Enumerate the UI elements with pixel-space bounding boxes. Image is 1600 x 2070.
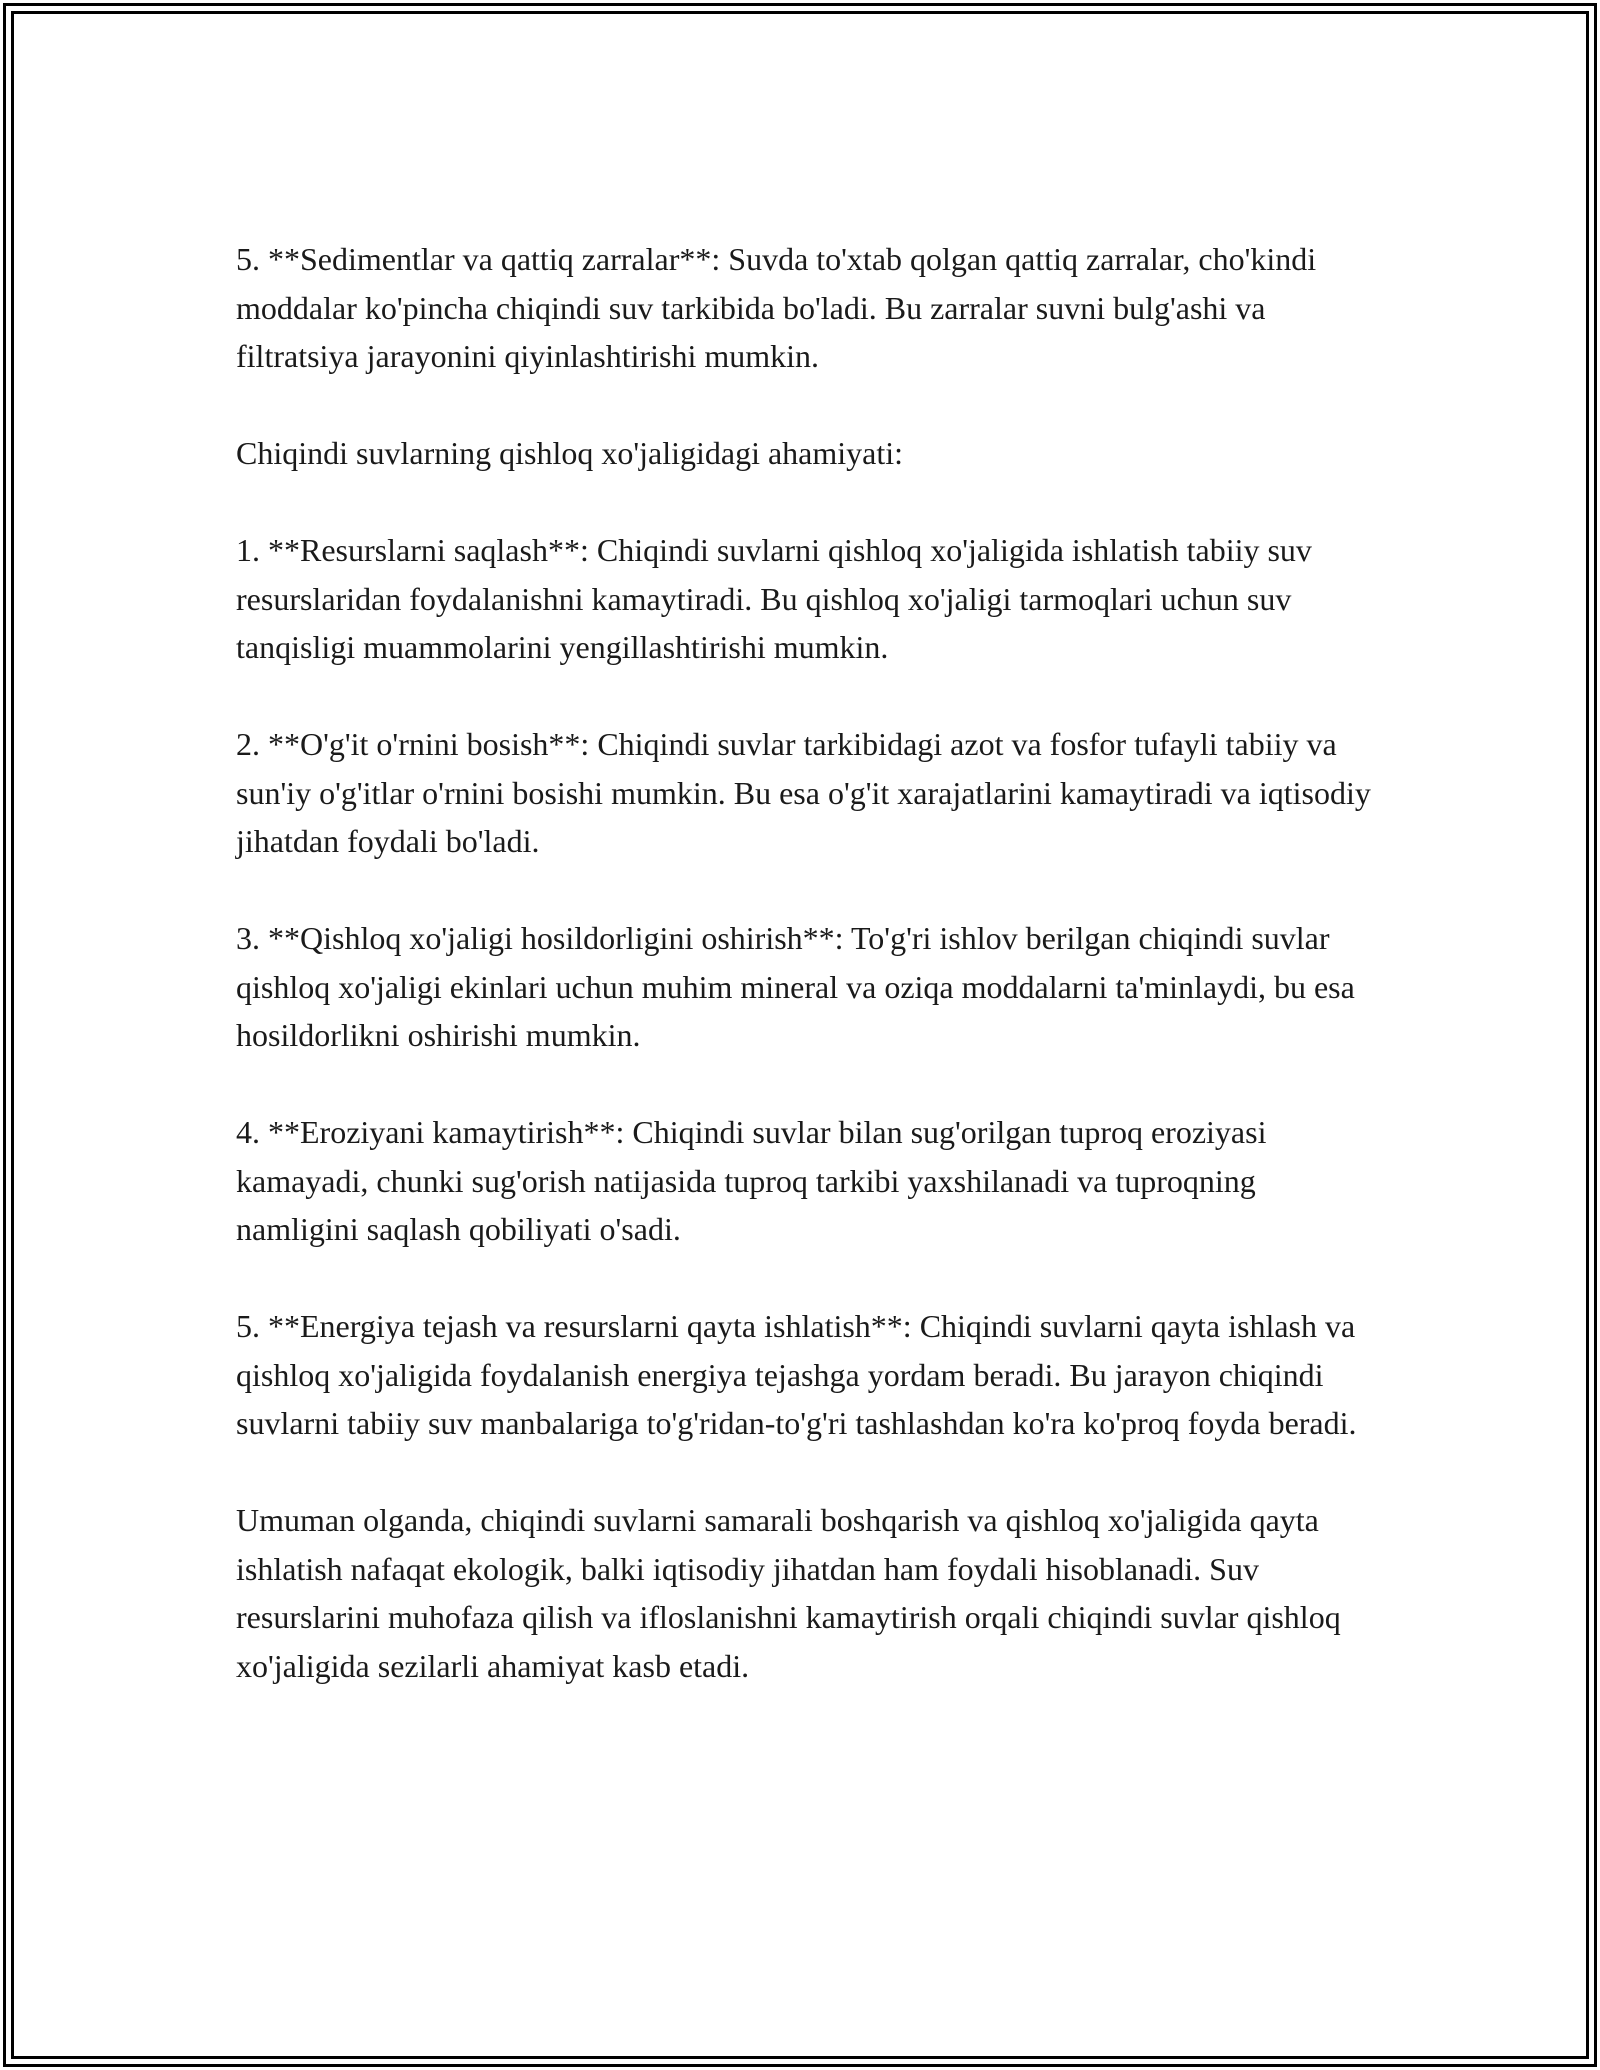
document-body — [236, 235, 1386, 1690]
paragraph-conclusion: Umuman olganda, chiqindi suvlarni samarali boshqarish va qishloq xo'jaligida qayta ishlatish nafaqat ekologik, balki iqtisodiy jihatdan ham foydali hisoblanadi. Suv resurslarini muhofaza qilish va ifloslanishni kamaytirish orqali chiqindi suvlar qishloq xo'jaligida sezilarli ahamiyat kasb etadi. — [236, 1502, 1341, 1684]
paragraph-sediments: 5. **Sedimentlar va qattiq zarralar**: Suvda to'xtab qolgan qattiq zarralar, cho'kindi moddalar ko'pincha chiqindi suv tarkibida bo'ladi. Bu zarralar suvni bulg'ashi va filtratsiya jarayonini qiyinlashtirishi mumkin. — [236, 241, 1317, 374]
paragraph-fertilizer-replacement: 2. **O'g'it o'rnini bosish**: Chiqindi suvlar tarkibidagi azot va fosfor tufayli tabiiy va sun'iy o'g'itlar o'rnini bosishi mumkin. Bu esa o'g'it xarajatlarini kamaytiradi va iqtisodiy jihatdan foydali bo'ladi. — [236, 726, 1371, 859]
paragraph-yield-increase: 3. **Qishloq xo'jaligi hosildorligini oshirish**: To'g'ri ishlov berilgan chiqindi suvlar qishloq xo'jaligi ekinlari uchun muhim mineral va oziqa moddalarni ta'minlaydi, bu esa hosildorlikni oshirishi mumkin. — [236, 920, 1355, 1053]
paragraph-resource-saving: 1. **Resurslarni saqlash**: Chiqindi suvlarni qishloq xo'jaligida ishlatish tabiiy suv resurslaridan foydalanishni kamaytiradi. Bu qishloq xo'jaligi tarmoqlari uchun suv tanqisligi muammolarini yengillashtirishi mumkin. — [236, 532, 1312, 665]
paragraph-energy-saving: 5. **Energiya tejash va resurslarni qayta ishlatish**: Chiqindi suvlarni qayta ishlash va qishloq xo'jaligida foydalanish energiya tejashga yordam beradi. Bu jarayon chiqindi suvlarni tabiiy suv manbalariga to'g'ridan-to'g'ri tashlashdan ko'ra ko'proq foyda beradi. — [236, 1308, 1357, 1441]
paragraph-erosion-reduction: 4. **Eroziyani kamaytirish**: Chiqindi suvlar bilan sug'orilgan tuproq eroziyasi kamayadi, chunki sug'orish natijasida tuproq tarkibi yaxshilanadi va tuproqning namligini saqlash qobiliyati o'sadi. — [236, 1114, 1267, 1247]
paragraph-heading-importance: Chiqindi suvlarning qishloq xo'jaligidagi ahamiyati: — [236, 435, 904, 471]
